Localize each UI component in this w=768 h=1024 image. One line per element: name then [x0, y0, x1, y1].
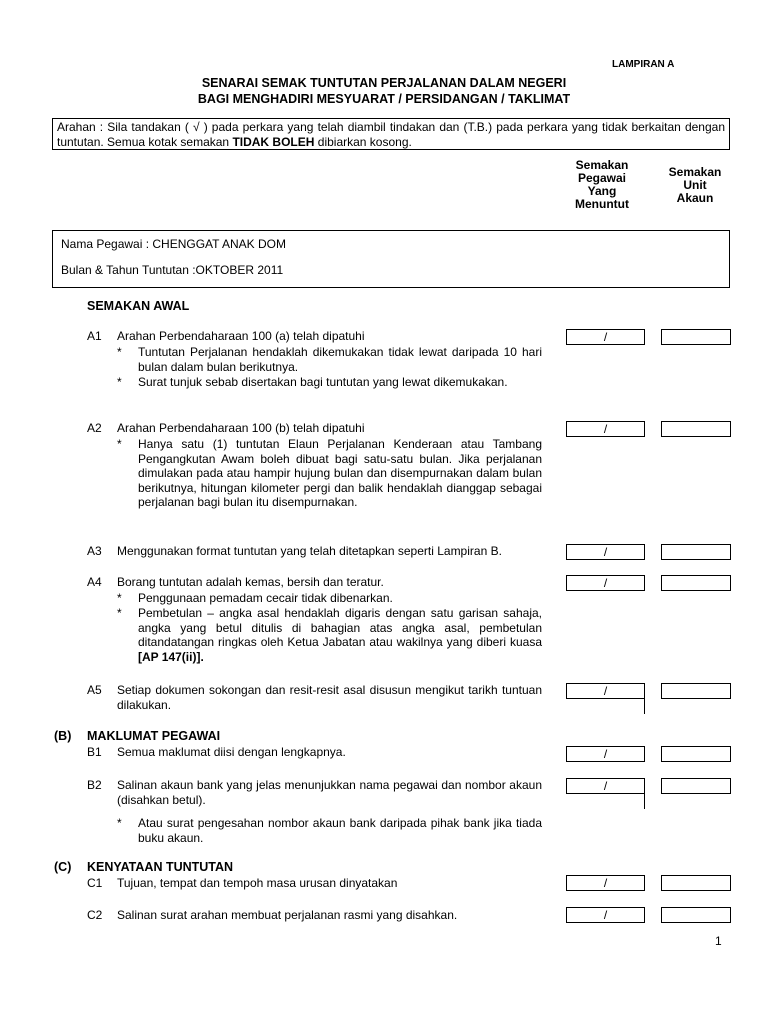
section-kenyataan-tuntutan: KENYATAAN TUNTUTAN	[87, 860, 234, 874]
column-header-pegawai	[560, 159, 644, 211]
page-number: 1	[715, 934, 722, 948]
checkbox-pegawai-c1[interactable]: /	[566, 875, 645, 891]
item-text-c1: Tujuan, tempat dan tempoh masa urusan dinyatakan	[117, 876, 398, 890]
bullet-symbol: *	[117, 816, 122, 830]
column-header-line: Menuntut	[575, 197, 629, 211]
section-maklumat-pegawai: MAKLUMAT PEGAWAI	[87, 729, 221, 743]
bullet-symbol: *	[117, 437, 122, 451]
item-a4-bullet-1: Penggunaan pemadam cecair tidak dibenarkan.	[138, 591, 393, 605]
item-a1-bullet-1: Tuntutan Perjalanan hendaklah dikemukakan tidak lewat daripada 10 hari bulan dalam bulan berikutnya.	[138, 345, 542, 374]
item-a4-bullet-2-text: Pembetulan – angka asal hendaklah digaris dengan satu garisan sahaja, angka yang betul ditulis di bahagian atas angka asal, pembetulan ditandatangan ringkas oleh Ketua Jabatan atau wakilnya yang diberi kuasa	[138, 606, 542, 649]
checkbox-pegawai-b2[interactable]: /	[566, 778, 645, 794]
item-code-a4: A4	[87, 575, 102, 589]
arahan-text-1: Arahan : Sila tandakan ( √ ) pada perkara yang telah diambil tindakan dan (T.B.) pada perkara yang tidak berkaitan dengan tuntutan. Semua kotak semakan	[57, 120, 725, 149]
arahan-box	[52, 118, 730, 150]
bullet-symbol: *	[117, 345, 122, 359]
checkbox-unit-a2[interactable]	[661, 421, 731, 437]
item-text-a3: Menggunakan format tuntutan yang telah ditetapkan seperti Lampiran B.	[117, 544, 502, 558]
column-header-line: Yang	[587, 184, 617, 198]
checkbox-pegawai-c2[interactable]: /	[566, 907, 645, 923]
arahan-text-2: dibiarkan kosong.	[314, 135, 412, 149]
item-code-c1: C1	[87, 876, 103, 890]
item-code-a5: A5	[87, 683, 102, 697]
item-text-a1: Arahan Perbendaharaan 100 (a) telah dipatuhi	[117, 329, 365, 343]
column-header-line: Akaun	[676, 191, 714, 205]
checkbox-unit-a1[interactable]	[661, 329, 731, 345]
item-a4-bullet-2	[138, 606, 542, 664]
column-header-line: Unit	[683, 178, 707, 192]
checkbox-line-extension	[644, 698, 645, 714]
item-text-a5: Setiap dokumen sokongan dan resit-resit asal disusun mengikut tarikh tuntuan dilakukan.	[117, 683, 542, 712]
checkbox-unit-b1[interactable]	[661, 746, 731, 762]
item-a4-reference: [AP 147(ii)].	[138, 649, 204, 664]
item-code-a2: A2	[87, 421, 102, 435]
item-a1-bullet-2: Surat tunjuk sebab disertakan bagi tuntutan yang lewat dikemukakan.	[138, 375, 508, 389]
checkbox-unit-b2[interactable]	[661, 778, 731, 794]
checkbox-pegawai-a5[interactable]: /	[566, 683, 645, 699]
bullet-symbol: *	[117, 606, 122, 620]
checkbox-line-extension	[644, 793, 645, 809]
item-text-a4: Borang tuntutan adalah kemas, bersih dan teratur.	[117, 575, 384, 589]
checkbox-unit-a5[interactable]	[661, 683, 731, 699]
item-code-a1: A1	[87, 329, 102, 343]
section-semakan-awal: SEMAKAN AWAL	[87, 299, 190, 313]
checkbox-pegawai-b1[interactable]: /	[566, 746, 645, 762]
item-b2-bullet-1: Atau surat pengesahan nombor akaun bank daripada pihak bank jika tiada buku akaun.	[138, 816, 542, 845]
claim-month-year: Bulan & Tahun Tuntutan :OKTOBER 2011	[61, 263, 284, 277]
checkbox-unit-a4[interactable]	[661, 575, 731, 591]
item-text-c2: Salinan surat arahan membuat perjalanan rasmi yang disahkan.	[117, 908, 458, 922]
checkbox-pegawai-a1[interactable]: /	[566, 329, 645, 345]
checkbox-unit-c1[interactable]	[661, 875, 731, 891]
item-code-b2: B2	[87, 778, 102, 792]
item-a2-bullet-1: Hanya satu (1) tuntutan Elaun Perjalanan Kenderaan atau Tambang Pengangkutan Awam boleh dibuat bagi satu-satu bulan. Jika perjalanan dimulakan pada atau hampir hujung bulan dan disempurnakan dalam bulan berikutnya, hitungan kilometer pergi dan balik hendaklah dianggap sebagai perjalanan bagi bulan itu disempurnakan.	[138, 437, 542, 509]
item-text-b1: Semua maklumat diisi dengan lengkapnya.	[117, 745, 346, 759]
item-code-b1: B1	[87, 745, 102, 759]
checkbox-unit-a3[interactable]	[661, 544, 731, 560]
checkbox-pegawai-a3[interactable]: /	[566, 544, 645, 560]
column-header-line: Pegawai	[577, 171, 627, 185]
checkbox-pegawai-a4[interactable]: /	[566, 575, 645, 591]
arahan-bold: TIDAK BOLEH	[232, 135, 315, 149]
item-text-b2: Salinan akaun bank yang jelas menunjukkan nama pegawai dan nombor akaun (disahkan betul).	[117, 778, 542, 807]
checkbox-unit-c2[interactable]	[661, 907, 731, 923]
lampiran-label: LAMPIRAN A	[612, 59, 675, 70]
checkbox-pegawai-a2[interactable]: /	[566, 421, 645, 437]
bullet-symbol: *	[117, 591, 122, 605]
section-c-label: (C)	[54, 860, 72, 874]
title-line-1: SENARAI SEMAK TUNTUTAN PERJALANAN DALAM NEGERI	[201, 76, 567, 90]
item-code-a3: A3	[87, 544, 102, 558]
item-code-c2: C2	[87, 908, 103, 922]
section-b-label: (B)	[54, 729, 72, 743]
officer-info-box	[52, 230, 730, 288]
column-header-line: Semakan	[668, 165, 722, 179]
bullet-symbol: *	[117, 375, 122, 389]
item-text-a2: Arahan Perbendaharaan 100 (b) telah dipatuhi	[117, 421, 365, 435]
column-header-line: Semakan	[575, 158, 629, 172]
officer-name: Nama Pegawai : CHENGGAT ANAK DOM	[61, 237, 286, 251]
column-header-unit	[655, 166, 735, 205]
title-line-2: BAGI MENGHADIRI MESYUARAT / PERSIDANGAN / TAKLIMAT	[197, 92, 571, 106]
